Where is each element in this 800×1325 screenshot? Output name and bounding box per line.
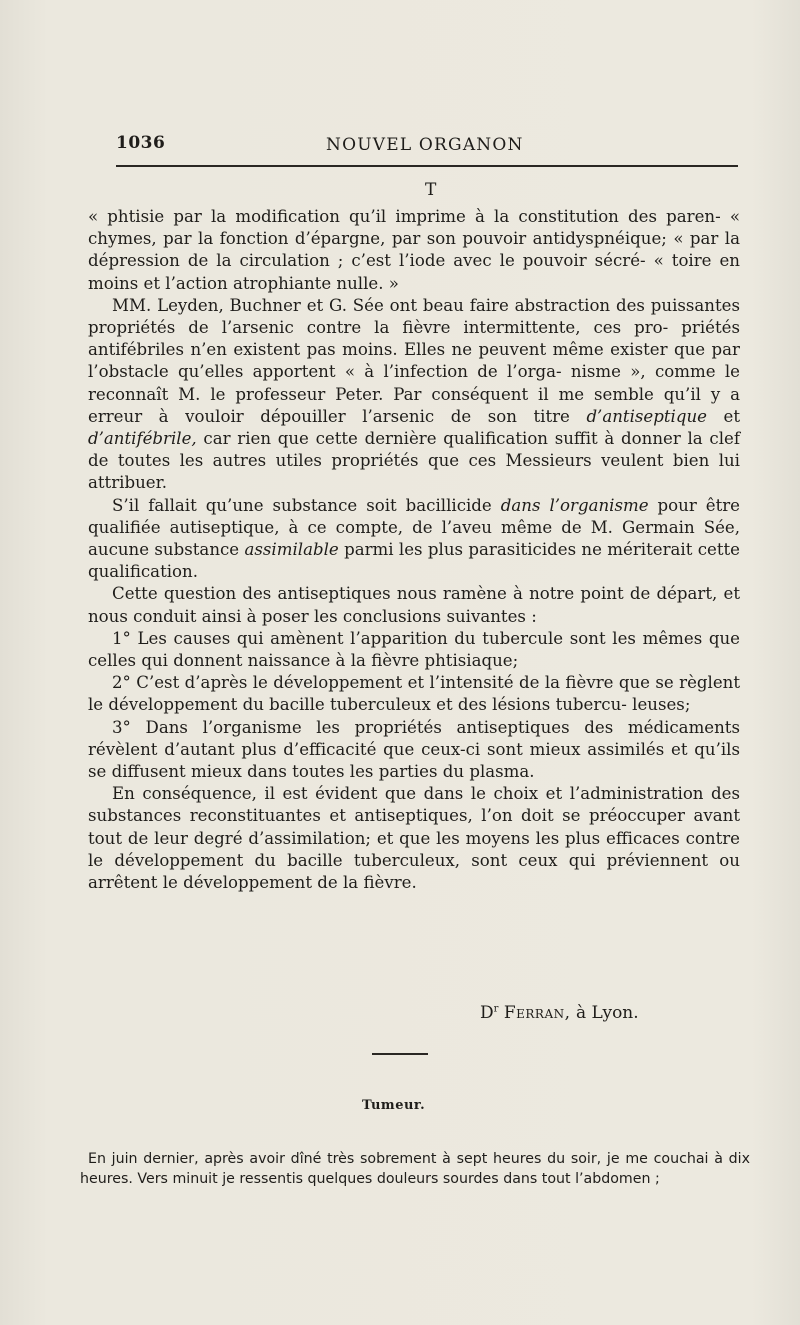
body-text <box>88 206 740 894</box>
running-title: NOUVEL ORGANON <box>326 135 524 155</box>
paragraph-bacillicide-end: parmi les plus parasiticides ne mériterait cette qualification. <box>88 540 740 582</box>
conclusion-2: 2° C’est d’après le développement et l’intensité de la fièvre que se règlent le développement du bacille tuberculeux et des lésions tubercu- leuses; <box>88 673 740 715</box>
conclusion-3: 3° Dans l’organisme les propriétés antiseptiques des médicaments révèlent d’autant plus d’efficacité que ceux-ci sont mieux assimilés et qu’ils se diffusent mieux dans toutes les parties du plasma. <box>88 717 740 782</box>
signature-prefix: D <box>480 1003 494 1023</box>
signature-place: à Lyon. <box>575 1003 639 1023</box>
paragraph-arsenic-end: car rien que cette dernière qualification suffit à donner la clef de toutes les autres utiles propriétés que ces Messieurs veulent bien lui attribuer. <box>88 429 740 493</box>
section-title: Tumeur. <box>362 1098 426 1113</box>
emphasis-antifebrile: d’antifébrile, <box>88 429 197 449</box>
page-number: 1036 <box>116 133 166 153</box>
conclusion-1: 1° Les causes qui amènent l’apparition du tubercule sont les mêmes que celles qui donnent naissance à la fièvre phtisiaque; <box>88 628 740 671</box>
paragraph-arsenic-text: MM. Leyden, Buchner et G. Sée ont beau faire abstraction des puissantes propriétés de l’arsenic contre la fièvre intermittente, ces pro- priétés antifébriles n’en existent pas moins. Elles ne peuvent même exister que par l’obstacle qu’elles apportent « à l’infection de l’orga- nisme », comme le reconnaît M. le professeur Peter. Par conséquent il me semble qu’il y a erreur à vouloir dépouiller l’arsenic de son titre <box>88 295 740 426</box>
section-body-paragraph: En juin dernier, après avoir dîné très sobrement à sept heures du soir, je me couchai à dix heures. Vers minuit je ressentis quelques douleurs sourdes dans tout l’abdomen ; <box>80 1151 750 1187</box>
header-rule <box>116 165 738 167</box>
section-body <box>80 1149 750 1189</box>
page-header <box>116 133 738 163</box>
paragraph-arsenic-mid: et <box>723 406 740 426</box>
section-divider <box>372 1053 428 1055</box>
emphasis-dans-organisme: dans l’organisme <box>500 495 649 515</box>
emphasis-assimilable: assimilable <box>244 540 339 560</box>
quote-paragraph: « phtisie par la modification qu’il imprime à la constitution des paren- « chymes, par la fonction d’épargne, par son pouvoir antidyspnéique; « par la dépression de la circulation ; c’est l’iode avec le pouvoir sécré- « toire en moins et l’action atrophiante nulle. » <box>88 207 740 293</box>
paragraph-bacillicide-start: S’il fallait qu’une substance soit bacillicide <box>112 495 492 515</box>
paragraph-question: Cette question des antiseptiques nous ramène à notre point de départ, et nous conduit ainsi à poser les conclusions suivantes : <box>88 584 740 626</box>
section-letter: T <box>425 180 437 200</box>
signature-name: Ferran, <box>503 1003 571 1023</box>
emphasis-antiseptique: d’antiseptique <box>586 406 707 426</box>
paragraph-bacillicide <box>88 495 740 584</box>
signature-sup: r <box>493 1003 499 1015</box>
paragraph-consequence: En conséquence, il est évident que dans le choix et l’administration des substances reconstituantes et antiseptiques, l’on doit se préoccuper avant tout de leur degré d’assimilation; et que les moyens les plus efficaces contre le développement du bacille tuberculeux, sont ceux qui préviennent ou arrêtent le développement de la fièvre. <box>88 784 740 893</box>
signature <box>480 1003 639 1023</box>
paragraph-bacillicide-mid: pour être qualifiée autiseptique, à ce compte, de l’aveu même de M. Germain Sée, aucune substance <box>88 495 741 560</box>
paragraph-arsenic <box>88 295 740 495</box>
